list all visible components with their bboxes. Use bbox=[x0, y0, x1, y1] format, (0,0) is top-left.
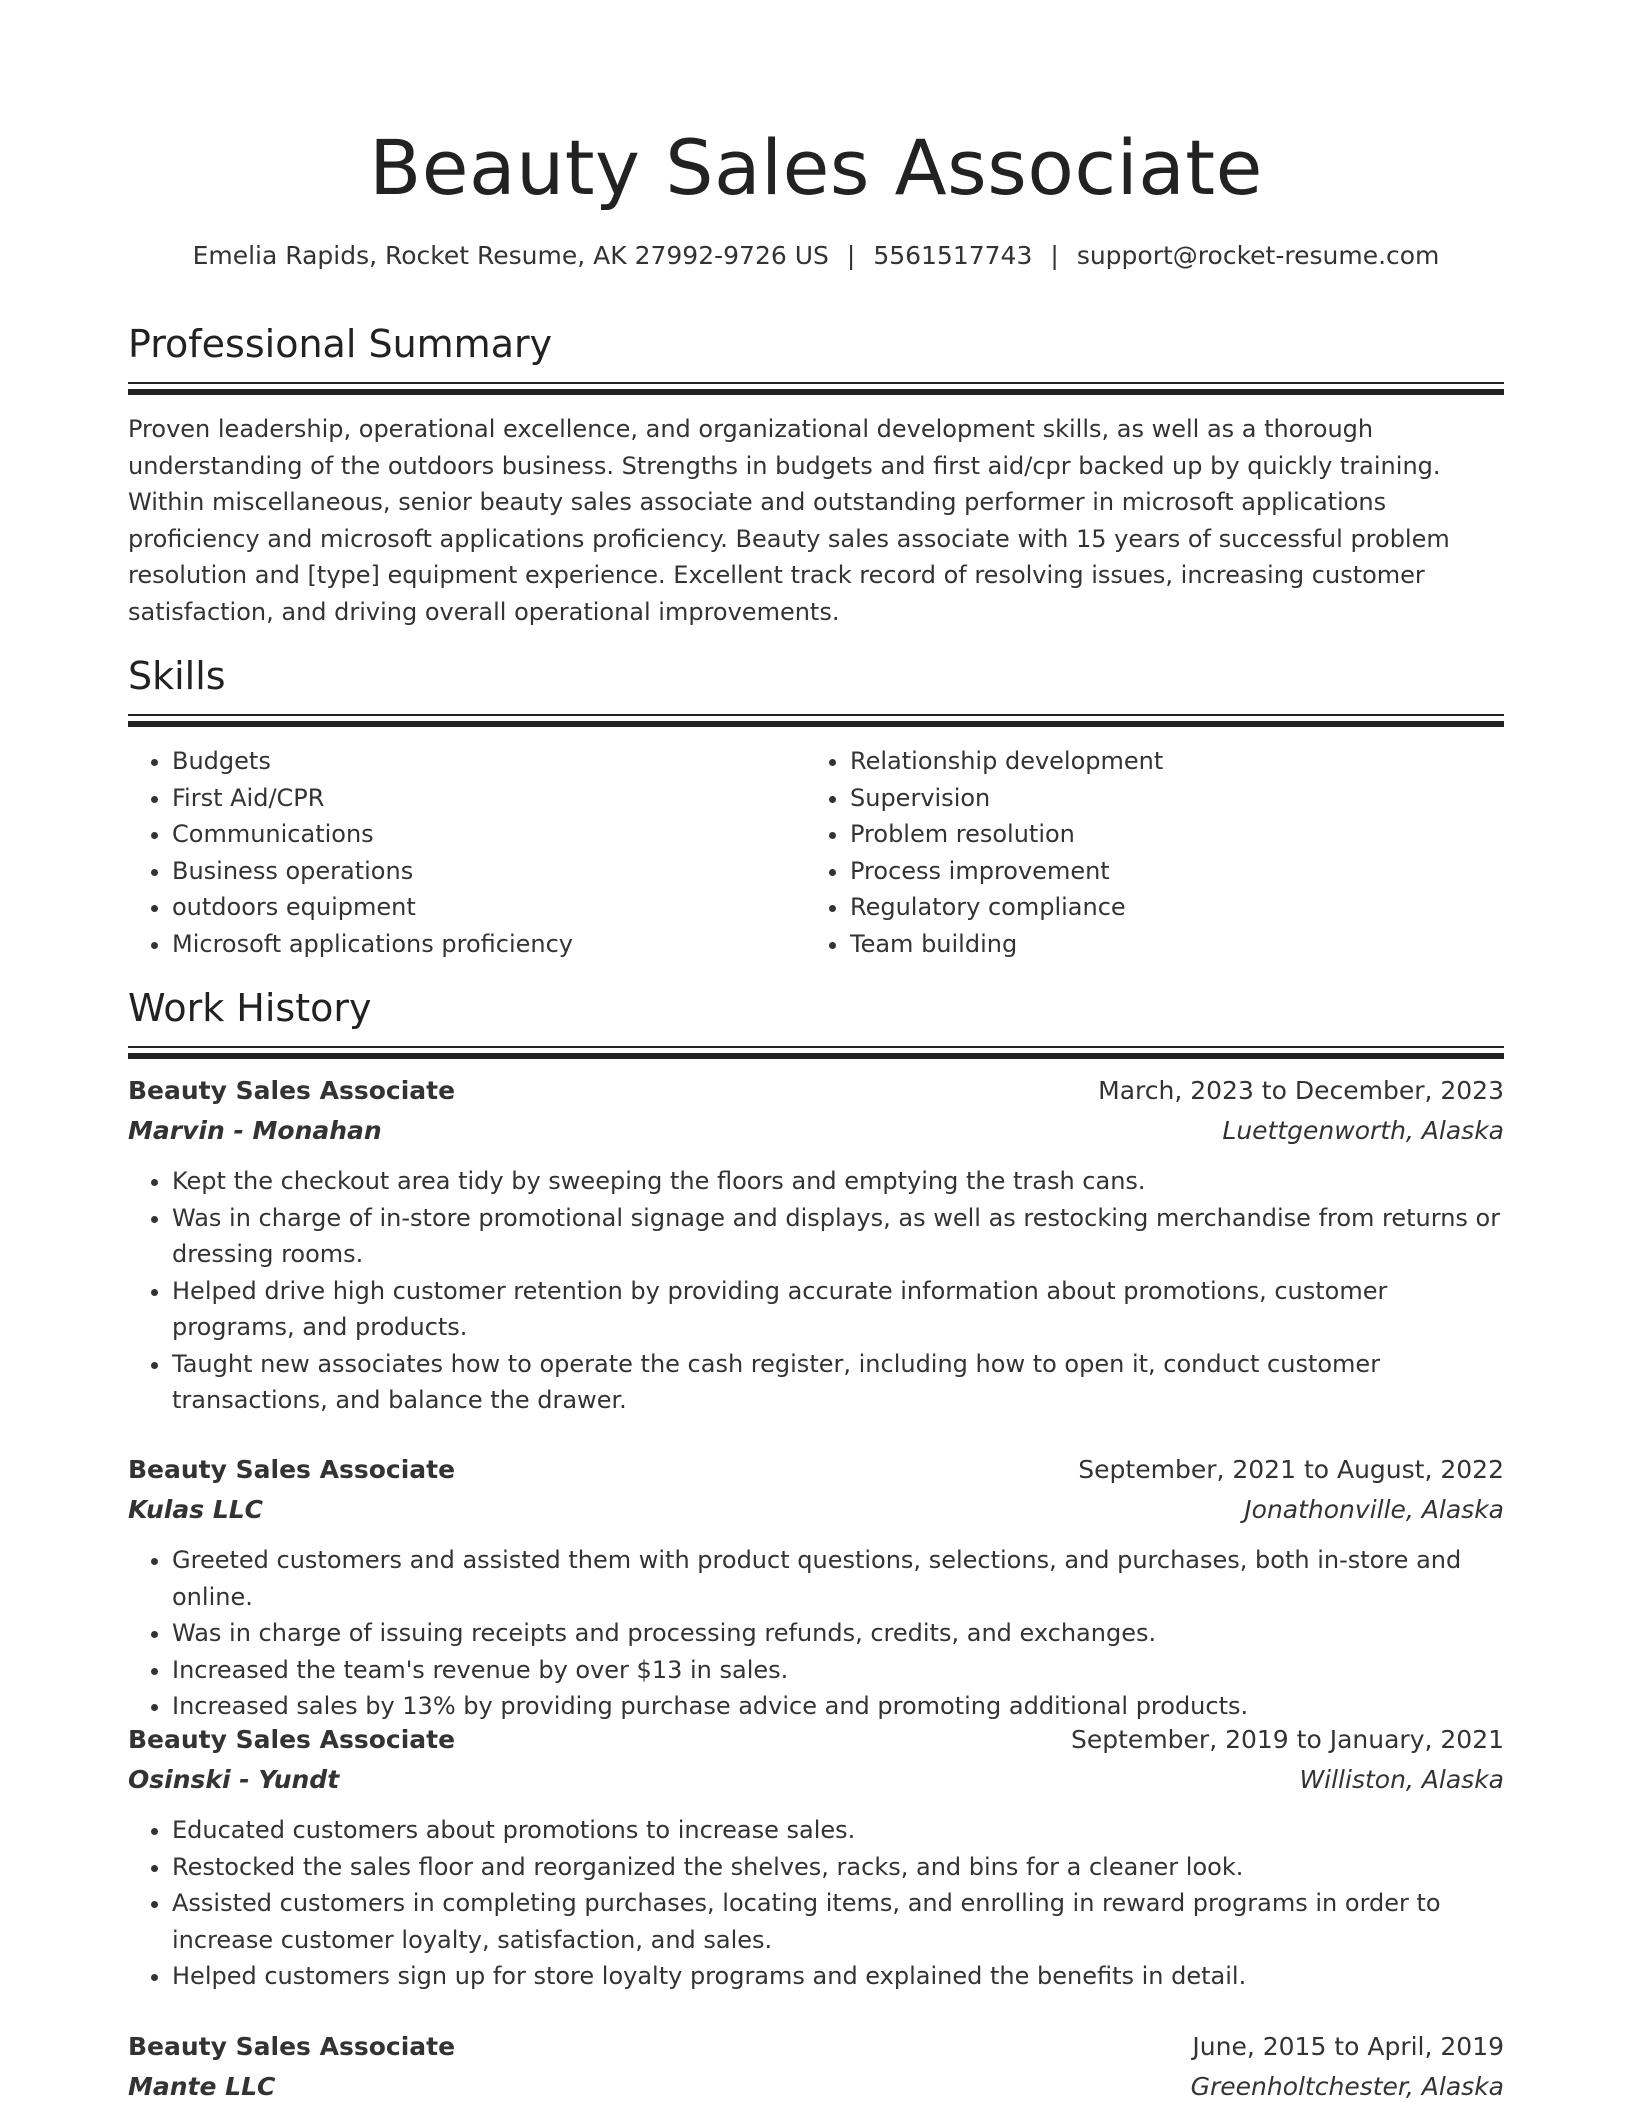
resume-title: Beauty Sales Associate bbox=[369, 123, 1263, 212]
job-bullet: • Assisted customers in completing purchases, locating items, and enrolling in reward programs in order to increase customer loyalty, satisfaction, and sales. bbox=[172, 1885, 1504, 1958]
skill-item: • Team building bbox=[850, 926, 1484, 963]
job-bullet: • Greeted customers and assisted them with product questions, selections, and purchases, both in-store and online. bbox=[172, 1542, 1504, 1615]
job-bullet: • Taught new associates how to operate the cash register, including how to open it, conduct customer transactions, and balance the drawer. bbox=[172, 1346, 1504, 1419]
job-header-row bbox=[128, 2027, 1504, 2067]
skills-list-left bbox=[128, 743, 806, 962]
job-entry bbox=[128, 1071, 1504, 1419]
skills-heading: Skills bbox=[128, 654, 226, 698]
job-bullets bbox=[128, 1542, 1504, 1725]
job-company: Mante LLC bbox=[128, 2072, 276, 2101]
skill-item: • First Aid/CPR bbox=[172, 780, 806, 817]
contact-email[interactable]: support@rocket-resume.com bbox=[1076, 241, 1440, 270]
skills-list-right bbox=[806, 743, 1484, 962]
skill-item: • Process improvement bbox=[850, 853, 1484, 890]
job-company-row bbox=[128, 2067, 1504, 2107]
job-bullets bbox=[128, 1163, 1504, 1419]
skill-item: • Problem resolution bbox=[850, 816, 1484, 853]
job-bullet: • Helped drive high customer retention by providing accurate information about promotions, customer programs, and products. bbox=[172, 1273, 1504, 1346]
skill-item: • Regulatory compliance bbox=[850, 889, 1484, 926]
skill-item: • Relationship development bbox=[850, 743, 1484, 780]
job-dates: September, 2021 to August, 2022 bbox=[1078, 1455, 1504, 1484]
summary-section bbox=[128, 318, 1504, 630]
section-divider-thick bbox=[128, 389, 1504, 395]
skill-item: • Supervision bbox=[850, 780, 1484, 817]
skills-section bbox=[128, 650, 1504, 962]
job-title: Beauty Sales Associate bbox=[128, 1076, 456, 1105]
job-location: Luettgenworth, Alaska bbox=[1222, 1116, 1504, 1145]
job-entry bbox=[128, 2027, 1504, 2107]
skills-grid bbox=[128, 743, 1504, 962]
job-company-row bbox=[128, 1490, 1504, 1530]
work-history-heading: Work History bbox=[128, 986, 372, 1030]
section-divider bbox=[128, 1046, 1504, 1048]
job-title: Beauty Sales Associate bbox=[128, 1455, 456, 1484]
job-company-row bbox=[128, 1111, 1504, 1151]
job-dates: March, 2023 to December, 2023 bbox=[1098, 1076, 1504, 1105]
summary-heading: Professional Summary bbox=[128, 322, 553, 366]
skill-item: • outdoors equipment bbox=[172, 889, 806, 926]
skill-item: • Business operations bbox=[172, 853, 806, 890]
job-title: Beauty Sales Associate bbox=[128, 1725, 456, 1754]
contact-separator: | bbox=[846, 241, 856, 270]
job-entry bbox=[128, 1720, 1504, 1995]
job-location: Williston, Alaska bbox=[1299, 1765, 1504, 1794]
job-bullet: • Increased the team's revenue by over $13 in sales. bbox=[172, 1652, 1504, 1689]
job-company: Osinski - Yundt bbox=[128, 1765, 340, 1794]
section-divider-thick bbox=[128, 1053, 1504, 1059]
section-divider bbox=[128, 714, 1504, 716]
job-bullet: • Was in charge of in-store promotional signage and displays, as well as restocking merchandise from returns or dressing rooms. bbox=[172, 1200, 1504, 1273]
job-dates: September, 2019 to January, 2021 bbox=[1071, 1725, 1504, 1754]
job-title: Beauty Sales Associate bbox=[128, 2032, 456, 2061]
contact-address: Emelia Rapids, Rocket Resume, AK 27992-9726 US bbox=[192, 241, 829, 270]
job-bullet: • Increased sales by 13% by providing purchase advice and promoting additional products. bbox=[172, 1688, 1504, 1725]
skill-item: • Microsoft applications proficiency bbox=[172, 926, 806, 963]
job-bullet: • Kept the checkout area tidy by sweeping the floors and emptying the trash cans. bbox=[172, 1163, 1504, 1200]
job-location: Greenholtchester, Alaska bbox=[1190, 2072, 1504, 2101]
skill-item: • Budgets bbox=[172, 743, 806, 780]
contact-separator: | bbox=[1050, 241, 1059, 270]
job-bullet: • Helped customers sign up for store loyalty programs and explained the benefits in detail. bbox=[172, 1958, 1504, 1995]
job-bullet: • Educated customers about promotions to increase sales. bbox=[172, 1812, 1504, 1849]
section-divider-thick bbox=[128, 721, 1504, 727]
job-location: Jonathonville, Alaska bbox=[1244, 1495, 1504, 1524]
job-company: Marvin - Monahan bbox=[128, 1116, 382, 1145]
job-bullet: • Was in charge of issuing receipts and processing refunds, credits, and exchanges. bbox=[172, 1615, 1504, 1652]
job-header-row bbox=[128, 1720, 1504, 1760]
skill-item: • Communications bbox=[172, 816, 806, 853]
job-header-row bbox=[128, 1450, 1504, 1490]
job-dates: June, 2015 to April, 2019 bbox=[1192, 2032, 1504, 2061]
job-header-row bbox=[128, 1071, 1504, 1111]
job-company: Kulas LLC bbox=[128, 1495, 264, 1524]
job-entry bbox=[128, 1450, 1504, 1725]
contact-phone[interactable]: 5561517743 bbox=[873, 241, 1033, 270]
job-company-row bbox=[128, 1760, 1504, 1800]
job-bullet: • Restocked the sales floor and reorganized the shelves, racks, and bins for a cleaner look. bbox=[172, 1849, 1504, 1886]
job-bullets bbox=[128, 1812, 1504, 1995]
summary-text: Proven leadership, operational excellence, and organizational development skills, as well as a thorough understanding of the outdoors business. Strengths in budgets and first aid/cpr backed up by quickly training. Within miscellaneous, senior beauty sales associate and outstanding performer in microsoft applications proficiency and microsoft applications proficiency. Beauty sales associate with 15 years of successful problem resolution and [type] equipment experience. Excellent track record of resolving issues, increasing customer satisfaction, and driving overall operational improvements. bbox=[128, 415, 1450, 626]
work-history-section bbox=[128, 982, 1504, 1059]
section-divider bbox=[128, 382, 1504, 384]
contact-line bbox=[128, 238, 1504, 274]
